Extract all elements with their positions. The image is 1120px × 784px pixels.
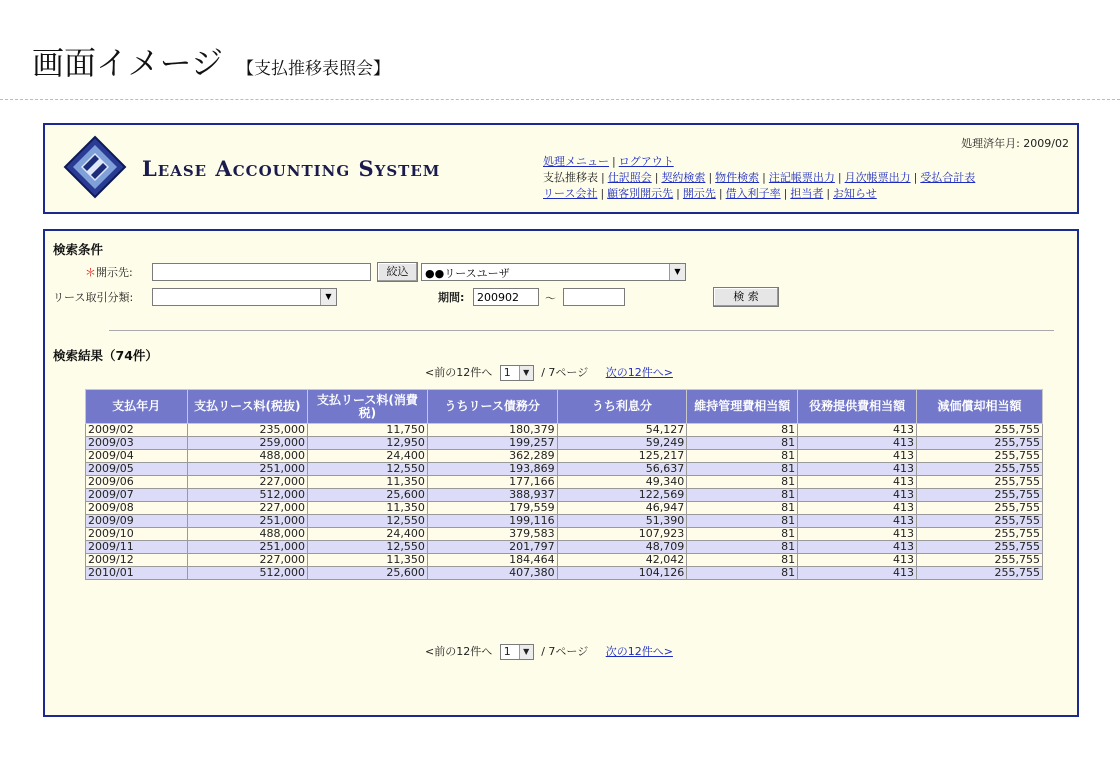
nav-link-row1-1[interactable]: ログアウト bbox=[618, 155, 674, 168]
nav-separator: | bbox=[601, 171, 605, 184]
table-cell: 12,550 bbox=[307, 541, 427, 554]
column-header: 維持管理費相当額 bbox=[687, 390, 798, 424]
table-row bbox=[86, 554, 1043, 567]
column-header: うちリース債務分 bbox=[427, 390, 557, 424]
pager-bottom bbox=[425, 643, 673, 660]
period-label: 期間: bbox=[438, 291, 465, 304]
nav-separator: | bbox=[600, 187, 605, 200]
table-cell: 81 bbox=[687, 476, 798, 489]
chevron-down-icon: ▼ bbox=[519, 645, 533, 659]
table-row bbox=[86, 502, 1043, 515]
table-cell: 413 bbox=[798, 515, 917, 528]
heading-divider bbox=[0, 99, 1120, 100]
table-cell: 413 bbox=[798, 450, 917, 463]
filter-button[interactable]: 絞込 bbox=[377, 262, 418, 282]
table-row bbox=[86, 437, 1043, 450]
lease-type-select[interactable] bbox=[152, 288, 337, 306]
table-cell: 255,755 bbox=[916, 567, 1042, 580]
table-cell: 251,000 bbox=[187, 515, 307, 528]
table-cell: 2009/02 bbox=[86, 424, 188, 437]
table-cell: 25,600 bbox=[307, 567, 427, 580]
table-cell: 2009/09 bbox=[86, 515, 188, 528]
chevron-down-icon: ▼ bbox=[669, 264, 685, 280]
table-cell: 177,166 bbox=[427, 476, 557, 489]
table-row bbox=[86, 528, 1043, 541]
table-cell: 255,755 bbox=[916, 515, 1042, 528]
page-heading-subtitle: 【支払推移表照会】 bbox=[237, 59, 391, 79]
table-cell: 81 bbox=[687, 450, 798, 463]
table-cell: 11,350 bbox=[307, 476, 427, 489]
nav-link-row3-2[interactable]: 開示先 bbox=[682, 187, 716, 200]
table-cell: 2009/10 bbox=[86, 528, 188, 541]
table-row bbox=[86, 541, 1043, 554]
table-row bbox=[86, 515, 1043, 528]
table-cell: 488,000 bbox=[187, 528, 307, 541]
nav-separator: | bbox=[826, 187, 831, 200]
nav-link-row3-0[interactable]: リース会社 bbox=[543, 187, 598, 200]
nav-link-row3-5[interactable]: お知らせ bbox=[833, 187, 877, 200]
table-cell: 81 bbox=[687, 437, 798, 450]
table-cell: 24,400 bbox=[307, 450, 427, 463]
nav-row-1 bbox=[543, 153, 674, 169]
table-cell: 259,000 bbox=[187, 437, 307, 450]
pager-top bbox=[425, 364, 673, 381]
table-header-row bbox=[86, 390, 1043, 424]
logo-icon bbox=[63, 135, 127, 199]
table-cell: 255,755 bbox=[916, 554, 1042, 567]
chevron-down-icon: ▼ bbox=[519, 366, 533, 380]
table-cell: 48,709 bbox=[557, 541, 687, 554]
table-cell: 81 bbox=[687, 515, 798, 528]
results-table bbox=[85, 389, 1043, 580]
table-cell: 362,289 bbox=[427, 450, 557, 463]
table-cell: 2009/08 bbox=[86, 502, 188, 515]
table-cell: 413 bbox=[798, 528, 917, 541]
nav-link-row2-0: 支払推移表 bbox=[543, 171, 598, 184]
main-panel bbox=[43, 229, 1079, 717]
table-cell: 227,000 bbox=[187, 476, 307, 489]
table-cell: 413 bbox=[798, 476, 917, 489]
nav-separator: | bbox=[612, 155, 616, 168]
table-cell: 251,000 bbox=[187, 541, 307, 554]
table-row bbox=[86, 424, 1043, 437]
nav-link-row3-3[interactable]: 借入利子率 bbox=[725, 187, 781, 200]
table-cell: 227,000 bbox=[187, 502, 307, 515]
nav-separator: | bbox=[783, 187, 788, 200]
table-cell: 42,042 bbox=[557, 554, 687, 567]
table-cell: 125,217 bbox=[557, 450, 687, 463]
disclosure-select[interactable] bbox=[421, 263, 686, 281]
period-to-input[interactable] bbox=[563, 288, 625, 306]
table-cell: 255,755 bbox=[916, 424, 1042, 437]
table-cell: 199,116 bbox=[427, 515, 557, 528]
prev-page-link[interactable]: <前の12件へ bbox=[425, 645, 493, 658]
table-cell: 407,380 bbox=[427, 567, 557, 580]
nav-link-row2-3[interactable]: 物件検索 bbox=[715, 171, 760, 184]
table-cell: 49,340 bbox=[557, 476, 687, 489]
table-cell: 413 bbox=[798, 567, 917, 580]
column-header: 役務提供費相当額 bbox=[798, 390, 917, 424]
table-cell: 54,127 bbox=[557, 424, 687, 437]
table-cell: 2009/03 bbox=[86, 437, 188, 450]
column-header: うち利息分 bbox=[557, 390, 687, 424]
next-page-link[interactable]: 次の12件へ> bbox=[605, 645, 673, 658]
table-cell: 12,550 bbox=[307, 515, 427, 528]
table-row bbox=[86, 567, 1043, 580]
table-cell: 2009/05 bbox=[86, 463, 188, 476]
table-cell: 512,000 bbox=[187, 489, 307, 502]
table-cell: 255,755 bbox=[916, 463, 1042, 476]
page-select[interactable]: 1 ▼ bbox=[500, 365, 534, 381]
table-cell: 11,750 bbox=[307, 424, 427, 437]
table-row bbox=[86, 476, 1043, 489]
table-cell: 184,464 bbox=[427, 554, 557, 567]
table-cell: 180,379 bbox=[427, 424, 557, 437]
nav-link-row3-4[interactable]: 担当者 bbox=[790, 187, 824, 200]
table-cell: 59,249 bbox=[557, 437, 687, 450]
table-cell: 81 bbox=[687, 567, 798, 580]
page-total: / 7ページ bbox=[541, 645, 589, 658]
disclosure-label: ＊開示先: bbox=[85, 266, 133, 279]
table-body bbox=[86, 424, 1043, 580]
nav-separator: | bbox=[676, 187, 680, 200]
nav-link-row2-2[interactable]: 契約検索 bbox=[661, 171, 706, 184]
table-cell: 81 bbox=[687, 502, 798, 515]
page-total: / 7ページ bbox=[541, 366, 589, 379]
section-divider bbox=[109, 330, 1054, 331]
table-cell: 81 bbox=[687, 554, 798, 567]
page-select[interactable]: 1 ▼ bbox=[500, 644, 534, 660]
table-cell: 255,755 bbox=[916, 528, 1042, 541]
column-header: 支払リース料(税抜) bbox=[187, 390, 307, 424]
table-cell: 2009/06 bbox=[86, 476, 188, 489]
nav-separator: | bbox=[762, 171, 766, 184]
table-cell: 81 bbox=[687, 489, 798, 502]
table-cell: 81 bbox=[687, 541, 798, 554]
table-cell: 488,000 bbox=[187, 450, 307, 463]
table-row bbox=[86, 450, 1043, 463]
table-cell: 2010/01 bbox=[86, 567, 188, 580]
table-cell: 255,755 bbox=[916, 502, 1042, 515]
nav-link-row1-0[interactable]: 処理メニュー bbox=[543, 155, 609, 168]
table-cell: 255,755 bbox=[916, 476, 1042, 489]
search-conditions-title: 検索条件 bbox=[53, 242, 104, 257]
table-cell: 46,947 bbox=[557, 502, 687, 515]
nav-link-row2-4[interactable]: 注記帳票出力 bbox=[768, 171, 835, 184]
nav-separator: | bbox=[718, 187, 723, 200]
table-cell: 235,000 bbox=[187, 424, 307, 437]
table-cell: 81 bbox=[687, 424, 798, 437]
table-cell: 107,923 bbox=[557, 528, 687, 541]
table-cell: 51,390 bbox=[557, 515, 687, 528]
nav-separator: | bbox=[708, 171, 713, 184]
period-separator: ～ bbox=[545, 292, 556, 305]
table-cell: 193,869 bbox=[427, 463, 557, 476]
period-from-input[interactable] bbox=[473, 288, 539, 306]
table-cell: 12,550 bbox=[307, 463, 427, 476]
table-cell: 255,755 bbox=[916, 489, 1042, 502]
table-cell: 413 bbox=[798, 424, 917, 437]
prev-page-link[interactable]: <前の12件へ bbox=[425, 366, 493, 379]
column-header: 支払年月 bbox=[86, 390, 188, 424]
table-cell: 255,755 bbox=[916, 437, 1042, 450]
disclosure-select-value: ●●リースユーザ bbox=[425, 267, 510, 280]
required-mark: ＊ bbox=[85, 266, 96, 279]
table-cell: 179,559 bbox=[427, 502, 557, 515]
table-cell: 11,350 bbox=[307, 502, 427, 515]
table-cell: 201,797 bbox=[427, 541, 557, 554]
table-cell: 251,000 bbox=[187, 463, 307, 476]
table-cell: 413 bbox=[798, 489, 917, 502]
processed-date: 処理済年月: 2009/02 bbox=[961, 137, 1069, 150]
table-cell: 2009/11 bbox=[86, 541, 188, 554]
lease-type-label: リース取引分類: bbox=[53, 291, 134, 304]
table-row bbox=[86, 463, 1043, 476]
logo-text: Lease Accounting System bbox=[142, 156, 441, 181]
table-cell: 388,937 bbox=[427, 489, 557, 502]
nav-row-3 bbox=[543, 185, 877, 201]
table-cell: 512,000 bbox=[187, 567, 307, 580]
chevron-down-icon: ▼ bbox=[320, 289, 336, 305]
nav-separator: | bbox=[913, 171, 918, 184]
app-header bbox=[43, 123, 1079, 214]
table-cell: 255,755 bbox=[916, 450, 1042, 463]
table-cell: 2009/07 bbox=[86, 489, 188, 502]
nav-link-row2-6[interactable]: 受払合計表 bbox=[920, 171, 976, 184]
table-cell: 413 bbox=[798, 437, 917, 450]
table-cell: 413 bbox=[798, 502, 917, 515]
disclosure-input[interactable] bbox=[152, 263, 371, 281]
nav-separator: | bbox=[837, 171, 842, 184]
column-header: 減価償却相当額 bbox=[916, 390, 1042, 424]
table-cell: 2009/04 bbox=[86, 450, 188, 463]
table-cell: 122,569 bbox=[557, 489, 687, 502]
nav-link-row2-1[interactable]: 仕訳照会 bbox=[607, 171, 652, 184]
table-cell: 24,400 bbox=[307, 528, 427, 541]
page-heading-title: 画面イメージ bbox=[32, 44, 224, 82]
next-page-link[interactable]: 次の12件へ> bbox=[605, 366, 673, 379]
table-cell: 379,583 bbox=[427, 528, 557, 541]
table-cell: 12,950 bbox=[307, 437, 427, 450]
table-cell: 227,000 bbox=[187, 554, 307, 567]
nav-separator: | bbox=[654, 171, 659, 184]
table-cell: 81 bbox=[687, 463, 798, 476]
table-row bbox=[86, 489, 1043, 502]
nav-link-row3-1[interactable]: 顧客別開示先 bbox=[607, 187, 674, 200]
table-cell: 25,600 bbox=[307, 489, 427, 502]
page-heading bbox=[32, 38, 390, 84]
results-title: 検索結果（74件） bbox=[53, 348, 158, 363]
table-cell: 255,755 bbox=[916, 541, 1042, 554]
table-cell: 11,350 bbox=[307, 554, 427, 567]
table-cell: 413 bbox=[798, 554, 917, 567]
search-button[interactable]: 検 索 bbox=[713, 287, 779, 307]
table-cell: 413 bbox=[798, 541, 917, 554]
table-cell: 104,126 bbox=[557, 567, 687, 580]
nav-link-row2-5[interactable]: 月次帳票出力 bbox=[844, 171, 911, 184]
column-header: 支払リース料(消費税) bbox=[307, 390, 427, 424]
table-cell: 56,637 bbox=[557, 463, 687, 476]
table-cell: 413 bbox=[798, 463, 917, 476]
table-cell: 81 bbox=[687, 528, 798, 541]
table-cell: 2009/12 bbox=[86, 554, 188, 567]
nav-row-2 bbox=[543, 169, 975, 185]
table-cell: 199,257 bbox=[427, 437, 557, 450]
